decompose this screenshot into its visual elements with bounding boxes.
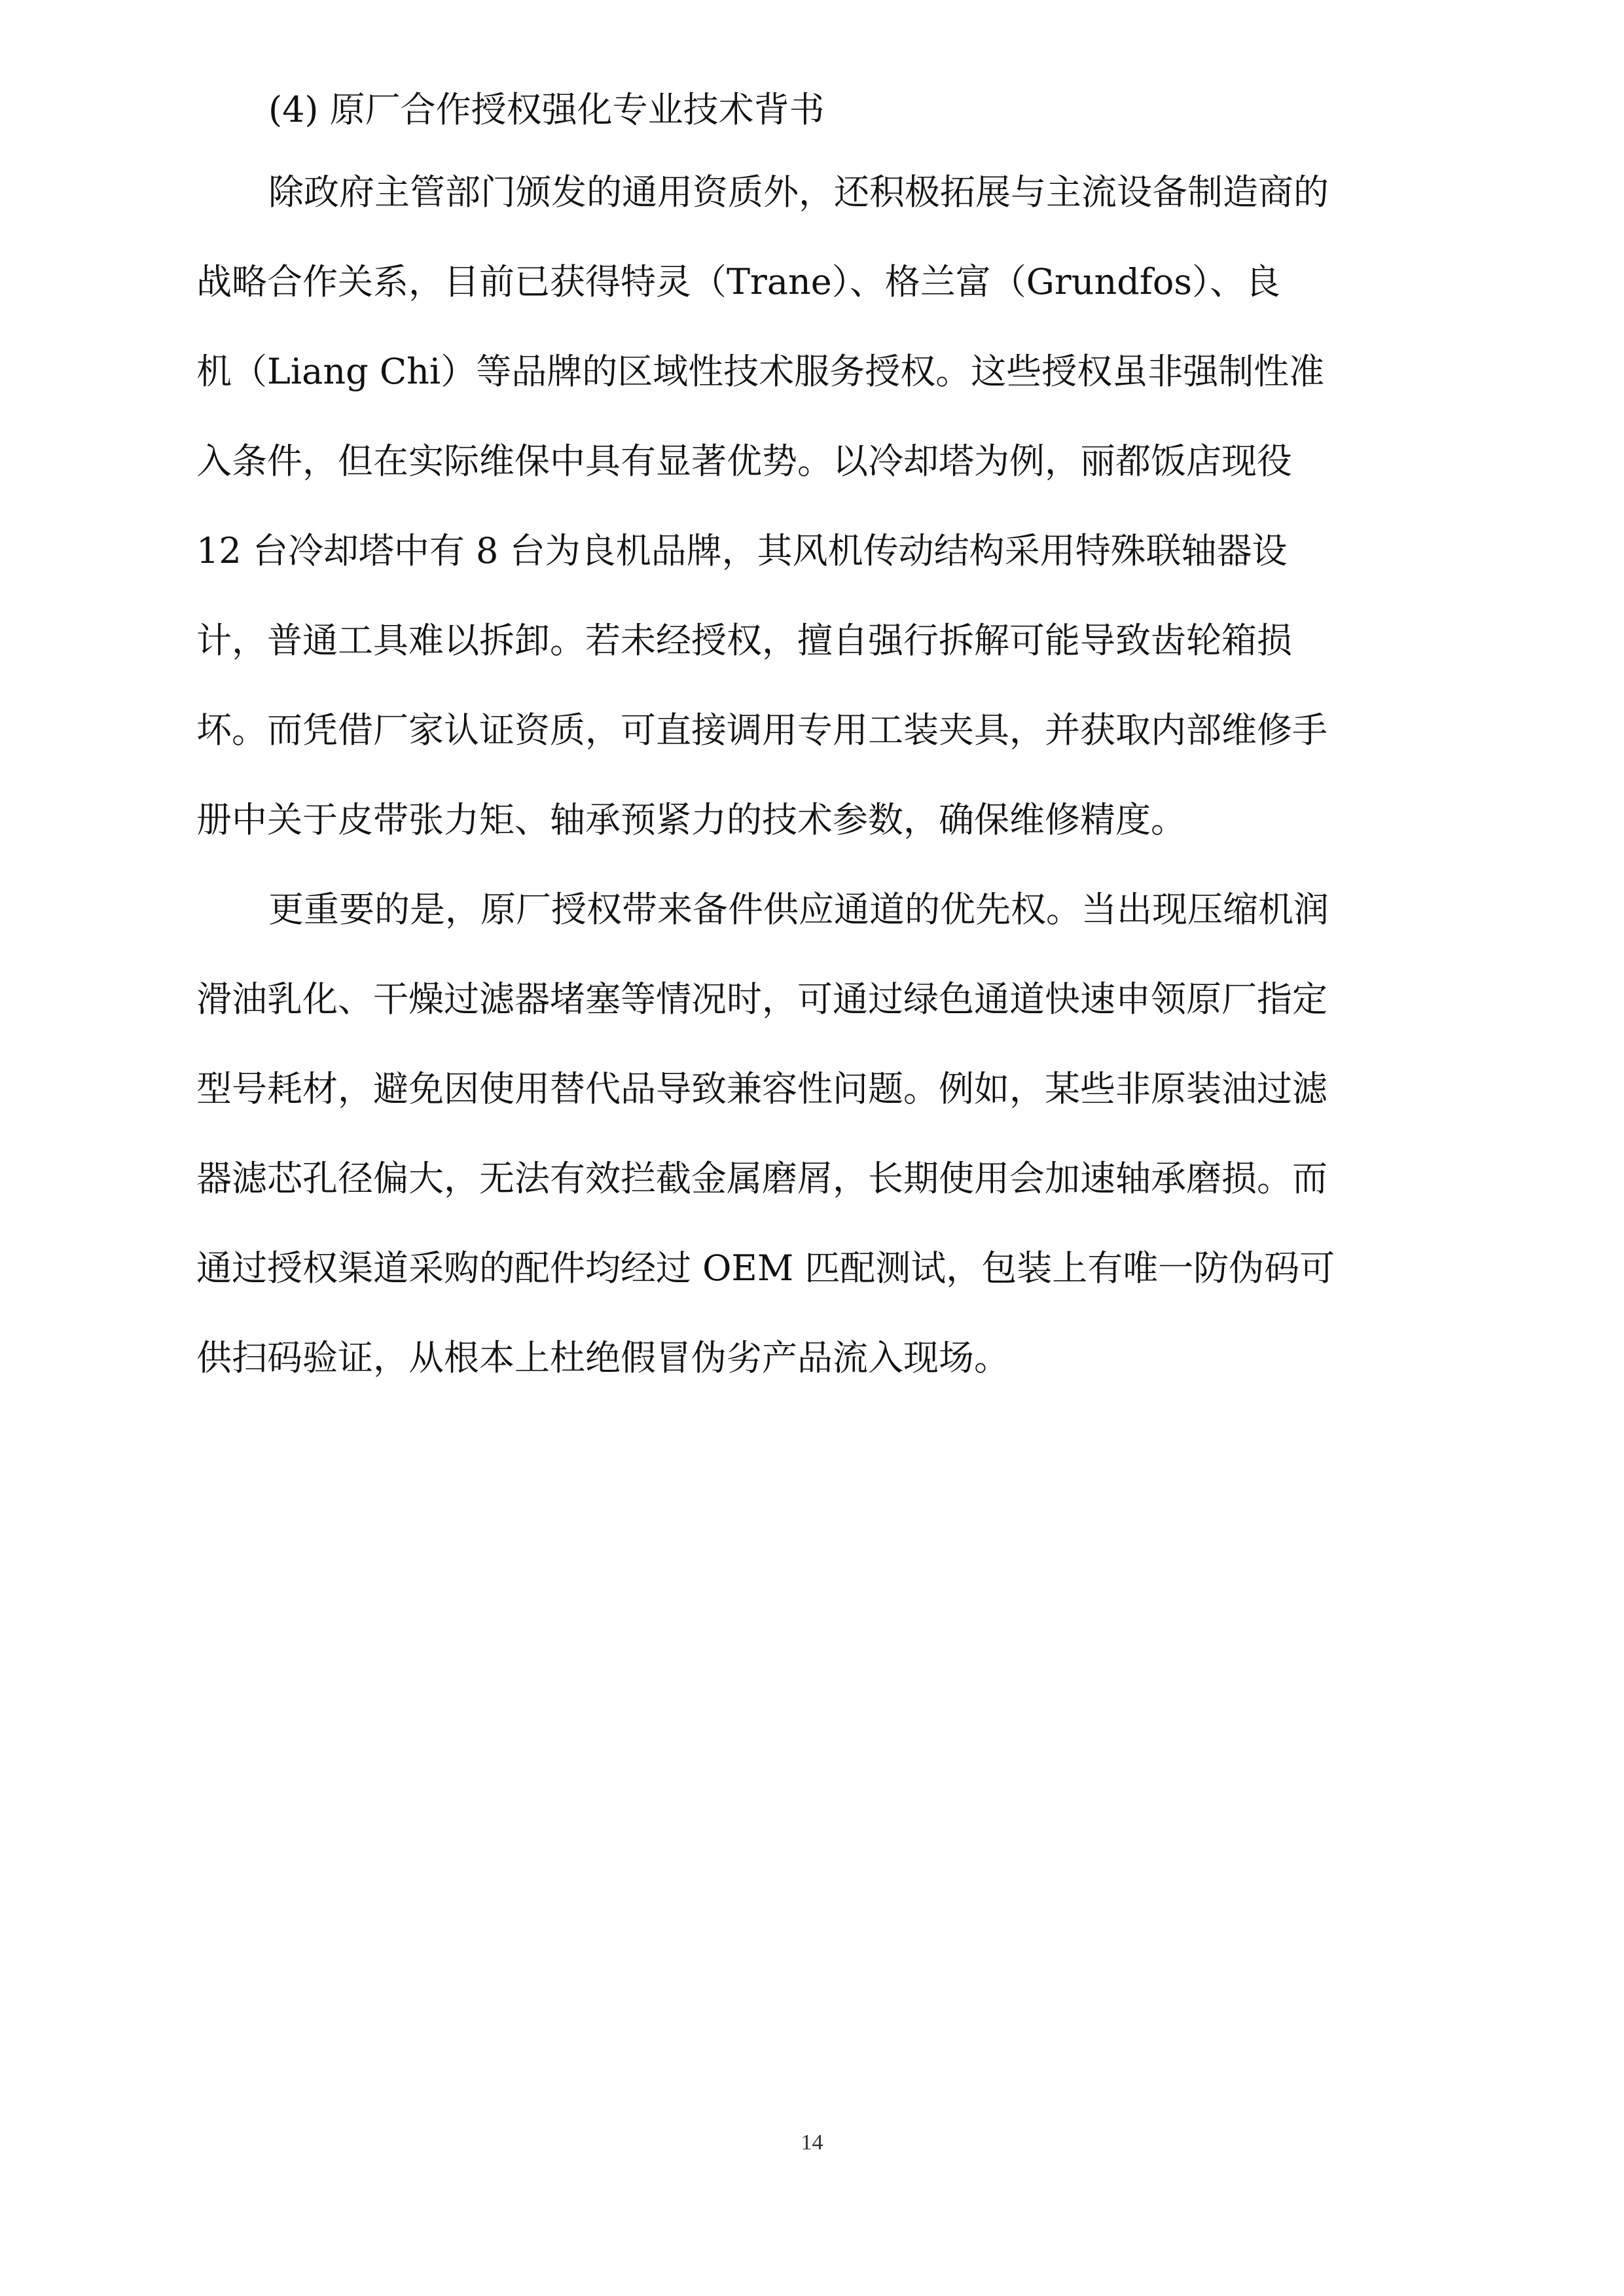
paragraph-line: 器滤芯孔径偏大，无法有效拦截金属磨屑，长期使用会加速轴承磨损。而 bbox=[196, 1158, 1327, 1199]
paragraph-line: 计，普通工具难以拆卸。若未经授权，擅自强行拆解可能导致齿轮箱损 bbox=[196, 620, 1292, 661]
paragraph-2 bbox=[196, 865, 1427, 1403]
section-heading: (4) 原厂合作授权强化专业技术背书 bbox=[268, 89, 825, 130]
document-body bbox=[196, 72, 1427, 1403]
paragraph-line: 通过授权渠道采购的配件均经过 OEM 匹配测试，包装上有唯一防伪码可 bbox=[196, 1247, 1335, 1289]
paragraph-line: 供扫码验证，从根本上杜绝假冒伪劣产品流入现场。 bbox=[196, 1337, 1009, 1378]
paragraph-line: 12 台冷却塔中有 8 台为良机品牌，其风机传动结构采用特殊联轴器设 bbox=[196, 530, 1288, 571]
paragraph-line: 更重要的是，原厂授权带来备件供应通道的优先权。当出现压缩机润 bbox=[268, 889, 1329, 930]
paragraph-line: 入条件，但在实际维保中具有显著优势。以冷却塔为例，丽都饭店现役 bbox=[196, 440, 1292, 482]
paragraph-1 bbox=[196, 147, 1427, 865]
paragraph-line: 战略合作关系，目前已获得特灵（Trane）、格兰富（Grundfos）、良 bbox=[196, 261, 1281, 302]
paragraph-line: 册中关于皮带张力矩、轴承预紧力的技术参数，确保维修精度。 bbox=[196, 799, 1186, 840]
paragraph-line: 滑油乳化、干燥过滤器堵塞等情况时，可通过绿色通道快速申领原厂指定 bbox=[196, 978, 1327, 1020]
paragraph-line: 除政府主管部门颁发的通用资质外，还积极拓展与主流设备制造商的 bbox=[268, 171, 1329, 213]
paragraph-line: 坏。而凭借厂家认证资质，可直接调用专用工装夹具，并获取内部维修手 bbox=[196, 709, 1327, 751]
page-number: 14 bbox=[801, 2130, 823, 2155]
paragraph-line: 型号耗材，避免因使用替代品导致兼容性问题。例如，某些非原装油过滤 bbox=[196, 1068, 1327, 1109]
paragraph-line: 机（Liang Chi）等品牌的区域性技术服务授权。这些授权虽非强制性准 bbox=[196, 351, 1325, 392]
